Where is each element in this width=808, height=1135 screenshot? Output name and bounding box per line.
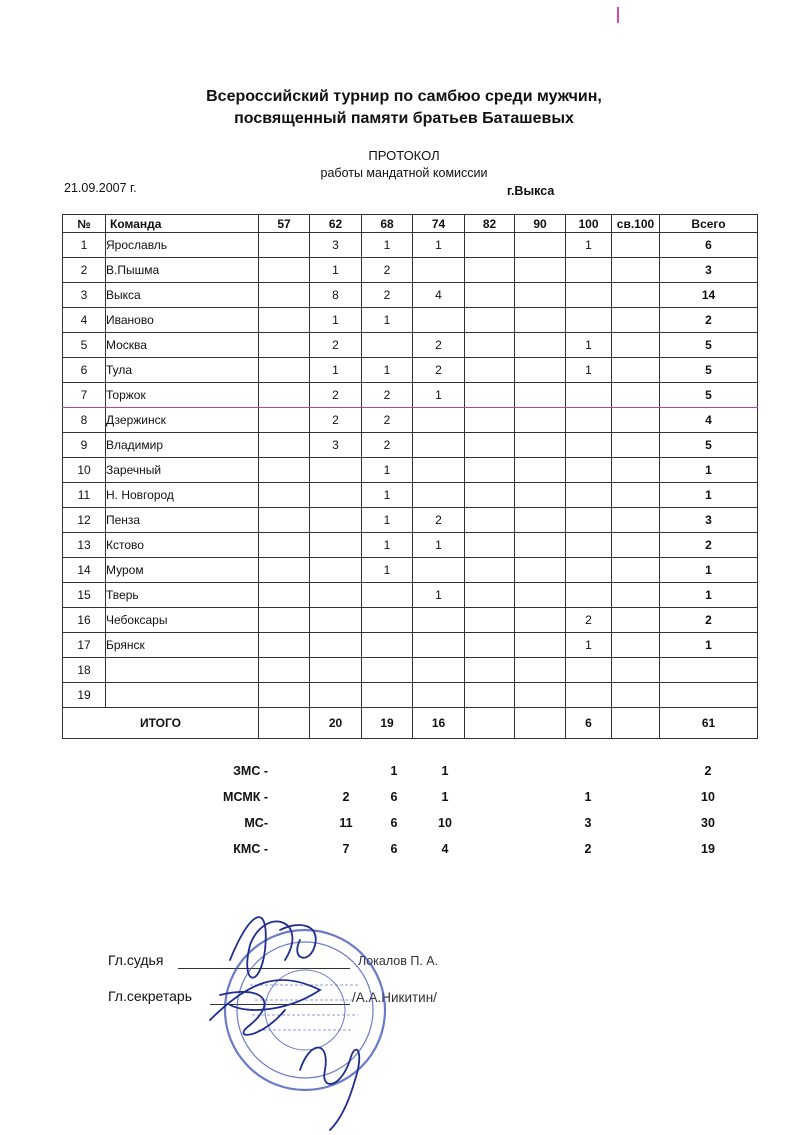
row-total: 1 [660, 558, 758, 583]
row-total [660, 658, 758, 683]
weight-count-c62: 8 [310, 283, 362, 308]
weight-count-c68: 2 [362, 383, 413, 408]
table-row [63, 408, 758, 433]
weight-count-c74 [413, 683, 465, 708]
rank-c100: 2 [584, 842, 592, 856]
team-name: Тверь [106, 583, 259, 608]
weight-count-c57 [259, 308, 310, 333]
results-table [62, 214, 758, 739]
weight-count-c82 [465, 533, 515, 558]
weight-count-c62: 1 [310, 358, 362, 383]
team-name: Заречный [106, 458, 259, 483]
weight-count-c62 [310, 558, 362, 583]
weight-count-c82 [465, 583, 515, 608]
weight-count-c74: 2 [413, 358, 465, 383]
weight-count-c100p [612, 233, 660, 258]
weight-count-c90 [515, 333, 566, 358]
doc-title-line2: посвященный памяти братьев Баташевых [234, 110, 574, 127]
team-name: Дзержинск [106, 408, 259, 433]
row-number: 12 [63, 508, 106, 533]
itogo-c74: 16 [413, 708, 465, 739]
weight-count-c100p [612, 558, 660, 583]
row-number: 16 [63, 608, 106, 633]
col-header-team: Команда [106, 215, 259, 233]
secretary-name: /А.А.Никитин/ [352, 990, 437, 1005]
itogo-total: 61 [660, 708, 758, 739]
weight-count-c68: 1 [362, 458, 413, 483]
weight-count-c100p [612, 433, 660, 458]
weight-count-c74: 1 [413, 533, 465, 558]
team-name [106, 683, 259, 708]
weight-count-c57 [259, 633, 310, 658]
rank-total: 10 [701, 790, 715, 804]
weight-count-c62: 3 [310, 233, 362, 258]
weight-count-c74 [413, 408, 465, 433]
itogo-c57 [259, 708, 310, 739]
judge-name: Локалов П. А. [358, 954, 439, 968]
weight-count-c62: 1 [310, 308, 362, 333]
weight-count-c100p [612, 683, 660, 708]
weight-count-c100p [612, 408, 660, 433]
itogo-c100p [612, 708, 660, 739]
team-name: Муром [106, 558, 259, 583]
team-name: Ярославль [106, 233, 259, 258]
row-number: 17 [63, 633, 106, 658]
weight-count-c62: 2 [310, 333, 362, 358]
weight-count-c74 [413, 558, 465, 583]
weight-count-c57 [259, 433, 310, 458]
row-total: 1 [660, 633, 758, 658]
weight-count-c90 [515, 683, 566, 708]
team-name: Москва [106, 333, 259, 358]
rank-c74: 10 [438, 816, 452, 830]
weight-count-c57 [259, 483, 310, 508]
judge-label: Гл.судья [108, 952, 164, 968]
weight-count-c100 [566, 308, 612, 333]
itogo-c100: 6 [566, 708, 612, 739]
weight-count-c68: 1 [362, 358, 413, 383]
weight-count-c82 [465, 683, 515, 708]
weight-count-c90 [515, 283, 566, 308]
weight-count-c57 [259, 233, 310, 258]
weight-count-c62 [310, 658, 362, 683]
weight-count-c82 [465, 508, 515, 533]
weight-count-c100p [612, 308, 660, 333]
row-number: 8 [63, 408, 106, 433]
weight-count-c68: 1 [362, 508, 413, 533]
table-row [63, 583, 758, 608]
commission-heading: работы мандатной комиссии [320, 166, 488, 180]
row-number: 18 [63, 658, 106, 683]
weight-count-c82 [465, 483, 515, 508]
weight-count-c90 [515, 483, 566, 508]
team-name: Пенза [106, 508, 259, 533]
row-total: 2 [660, 533, 758, 558]
table-row [63, 308, 758, 333]
table-row [63, 508, 758, 533]
table-row [63, 333, 758, 358]
weight-count-c100: 2 [566, 608, 612, 633]
weight-count-c90 [515, 408, 566, 433]
table-row [63, 383, 758, 408]
weight-count-c90 [515, 583, 566, 608]
weight-count-c100p [612, 608, 660, 633]
team-name [106, 658, 259, 683]
table-row [63, 283, 758, 308]
row-total: 5 [660, 383, 758, 408]
weight-count-c74 [413, 458, 465, 483]
weight-count-c100p [612, 508, 660, 533]
handwritten-signature [210, 917, 359, 1130]
weight-count-c57 [259, 458, 310, 483]
weight-count-c100p [612, 583, 660, 608]
weight-count-c57 [259, 658, 310, 683]
weight-count-c62 [310, 458, 362, 483]
rank-c68: 6 [390, 816, 398, 830]
weight-count-c62 [310, 508, 362, 533]
weight-count-c74: 2 [413, 333, 465, 358]
team-name: Тула [106, 358, 259, 383]
weight-count-c82 [465, 608, 515, 633]
weight-count-c74: 1 [413, 383, 465, 408]
weight-count-c62 [310, 608, 362, 633]
row-number: 5 [63, 333, 106, 358]
row-total: 5 [660, 333, 758, 358]
rank-c62: 11 [339, 816, 353, 830]
weight-count-c100p [612, 483, 660, 508]
row-total: 3 [660, 508, 758, 533]
weight-count-c68: 1 [362, 533, 413, 558]
team-name: Брянск [106, 633, 259, 658]
rank-total: 2 [704, 764, 712, 778]
team-name: Выкса [106, 283, 259, 308]
row-number: 15 [63, 583, 106, 608]
row-total: 6 [660, 233, 758, 258]
weight-count-c68 [362, 583, 413, 608]
doc-date: 21.09.2007 г. [64, 181, 137, 195]
row-total: 1 [660, 483, 758, 508]
weight-count-c100 [566, 558, 612, 583]
rank-total: 19 [701, 842, 715, 856]
col-header-100: 100 [566, 215, 612, 233]
weight-count-c74 [413, 308, 465, 333]
weight-count-c57 [259, 358, 310, 383]
team-name: Торжок [106, 383, 259, 408]
weight-count-c100 [566, 458, 612, 483]
weight-count-c90 [515, 658, 566, 683]
weight-count-c62 [310, 533, 362, 558]
rank-c100: 3 [584, 816, 592, 830]
stamp-and-signature [190, 890, 450, 1135]
itogo-c82 [465, 708, 515, 739]
col-header-62: 62 [310, 215, 362, 233]
secretary-label: Гл.секретарь [108, 988, 192, 1004]
rank-row [0, 816, 808, 836]
weight-count-c68: 1 [362, 308, 413, 333]
weight-count-c100 [566, 658, 612, 683]
weight-count-c68: 2 [362, 283, 413, 308]
table-row [63, 233, 758, 258]
weight-count-c100 [566, 258, 612, 283]
team-name: Кстово [106, 533, 259, 558]
weight-count-c100p [612, 383, 660, 408]
weight-count-c100p [612, 458, 660, 483]
team-name: Владимир [106, 433, 259, 458]
weight-count-c57 [259, 583, 310, 608]
weight-count-c74 [413, 483, 465, 508]
row-number: 7 [63, 383, 106, 408]
itogo-c68: 19 [362, 708, 413, 739]
weight-count-c90 [515, 383, 566, 408]
rank-c74: 1 [441, 764, 449, 778]
weight-count-c57 [259, 508, 310, 533]
weight-count-c62: 2 [310, 408, 362, 433]
weight-count-c82 [465, 308, 515, 333]
row-number: 9 [63, 433, 106, 458]
doc-title-line1: Всероссийский турнир по самбюо среди мужчин, [206, 88, 602, 105]
weight-count-c100 [566, 508, 612, 533]
table-row [63, 483, 758, 508]
weight-count-c57 [259, 533, 310, 558]
row-number: 3 [63, 283, 106, 308]
weight-count-c82 [465, 358, 515, 383]
weight-count-c68: 2 [362, 433, 413, 458]
weight-count-c74 [413, 608, 465, 633]
team-name: Иваново [106, 308, 259, 333]
weight-count-c74 [413, 658, 465, 683]
weight-count-c100 [566, 683, 612, 708]
rank-c62: 7 [342, 842, 350, 856]
weight-count-c74: 1 [413, 233, 465, 258]
weight-count-c68: 1 [362, 233, 413, 258]
row-total [660, 683, 758, 708]
row-total: 4 [660, 408, 758, 433]
row-total: 2 [660, 608, 758, 633]
weight-count-c100p [612, 533, 660, 558]
row-total: 1 [660, 583, 758, 608]
weight-count-c57 [259, 683, 310, 708]
col-header-82: 82 [465, 215, 515, 233]
row-total: 2 [660, 308, 758, 333]
table-row [63, 558, 758, 583]
weight-count-c90 [515, 233, 566, 258]
row-total: 14 [660, 283, 758, 308]
weight-count-c100p [612, 283, 660, 308]
rank-c68: 6 [390, 842, 398, 856]
table-row [63, 608, 758, 633]
weight-count-c90 [515, 358, 566, 383]
weight-count-c62: 3 [310, 433, 362, 458]
row-number: 13 [63, 533, 106, 558]
weight-count-c82 [465, 383, 515, 408]
weight-count-c82 [465, 658, 515, 683]
weight-count-c68 [362, 633, 413, 658]
weight-count-c100p [612, 633, 660, 658]
weight-count-c100 [566, 583, 612, 608]
weight-count-c90 [515, 308, 566, 333]
weight-count-c100p [612, 358, 660, 383]
row-number: 11 [63, 483, 106, 508]
rank-row [0, 790, 808, 810]
weight-count-c100: 1 [566, 233, 612, 258]
rank-label: КМС - [233, 842, 268, 856]
weight-count-c82 [465, 258, 515, 283]
weight-count-c68: 1 [362, 483, 413, 508]
weight-count-c100p [612, 258, 660, 283]
col-header-number: № [63, 215, 106, 233]
row-number: 6 [63, 358, 106, 383]
table-body [63, 233, 758, 739]
weight-count-c68 [362, 683, 413, 708]
weight-count-c68: 2 [362, 258, 413, 283]
rank-c62: 2 [342, 790, 350, 804]
row-total: 1 [660, 458, 758, 483]
weight-count-c100 [566, 483, 612, 508]
table-row [63, 633, 758, 658]
weight-count-c90 [515, 508, 566, 533]
rank-label: ЗМС - [233, 764, 268, 778]
weight-count-c82 [465, 458, 515, 483]
weight-count-c90 [515, 633, 566, 658]
row-total: 5 [660, 433, 758, 458]
col-header-90: 90 [515, 215, 566, 233]
rank-row [0, 842, 808, 862]
weight-count-c90 [515, 433, 566, 458]
weight-count-c90 [515, 558, 566, 583]
weight-count-c62 [310, 633, 362, 658]
row-number: 2 [63, 258, 106, 283]
team-name: Н. Новгород [106, 483, 259, 508]
rank-c74: 4 [441, 842, 449, 856]
table-row [63, 433, 758, 458]
weight-count-c57 [259, 258, 310, 283]
weight-count-c62: 2 [310, 383, 362, 408]
weight-count-c82 [465, 283, 515, 308]
weight-count-c57 [259, 283, 310, 308]
weight-count-c100 [566, 433, 612, 458]
weight-count-c57 [259, 383, 310, 408]
team-name: Чебоксары [106, 608, 259, 633]
doc-city: г.Выкса [507, 184, 555, 198]
table-row [63, 658, 758, 683]
weight-count-c74 [413, 633, 465, 658]
weight-count-c74: 1 [413, 583, 465, 608]
row-number: 10 [63, 458, 106, 483]
weight-count-c57 [259, 608, 310, 633]
weight-count-c100 [566, 533, 612, 558]
col-header-total: Всего [660, 215, 758, 233]
weight-count-c68 [362, 608, 413, 633]
rank-row [0, 764, 808, 784]
row-number: 4 [63, 308, 106, 333]
itogo-label: ИТОГО [63, 708, 259, 739]
rank-c74: 1 [441, 790, 449, 804]
weight-count-c100: 1 [566, 633, 612, 658]
col-header-74: 74 [413, 215, 465, 233]
table-row [63, 358, 758, 383]
table-row [63, 533, 758, 558]
protocol-heading: ПРОТОКОЛ [368, 148, 440, 163]
rank-c100: 1 [584, 790, 592, 804]
weight-count-c62 [310, 483, 362, 508]
row-number: 14 [63, 558, 106, 583]
col-header-57: 57 [259, 215, 310, 233]
rank-total: 30 [701, 816, 715, 830]
weight-count-c74 [413, 258, 465, 283]
table-row [63, 458, 758, 483]
weight-count-c100: 1 [566, 358, 612, 383]
weight-count-c100 [566, 283, 612, 308]
weight-count-c57 [259, 408, 310, 433]
weight-count-c62 [310, 583, 362, 608]
itogo-c62: 20 [310, 708, 362, 739]
weight-count-c62 [310, 683, 362, 708]
rank-label: МСМК - [223, 790, 268, 804]
weight-count-c68: 2 [362, 408, 413, 433]
weight-count-c68 [362, 333, 413, 358]
weight-count-c90 [515, 533, 566, 558]
weight-count-c74: 4 [413, 283, 465, 308]
row-number: 19 [63, 683, 106, 708]
col-header-over100: св.100 [612, 215, 660, 233]
weight-count-c82 [465, 633, 515, 658]
itogo-c90 [515, 708, 566, 739]
table-header-row [63, 215, 758, 233]
weight-count-c90 [515, 258, 566, 283]
weight-count-c82 [465, 333, 515, 358]
weight-count-c68: 1 [362, 558, 413, 583]
row-number: 1 [63, 233, 106, 258]
weight-count-c74 [413, 433, 465, 458]
table-row [63, 258, 758, 283]
rank-c68: 6 [390, 790, 398, 804]
weight-count-c82 [465, 558, 515, 583]
weight-count-c100p [612, 658, 660, 683]
table-row [63, 683, 758, 708]
rank-label: МС- [244, 816, 268, 830]
weight-count-c74: 2 [413, 508, 465, 533]
row-total: 5 [660, 358, 758, 383]
weight-count-c68 [362, 658, 413, 683]
row-total: 3 [660, 258, 758, 283]
weight-count-c100p [612, 333, 660, 358]
weight-count-c90 [515, 608, 566, 633]
weight-count-c62: 1 [310, 258, 362, 283]
team-name: В.Пышма [106, 258, 259, 283]
weight-count-c82 [465, 433, 515, 458]
margin-marker [617, 7, 619, 23]
rank-c68: 1 [390, 764, 398, 778]
col-header-68: 68 [362, 215, 413, 233]
weight-count-c100 [566, 408, 612, 433]
weight-count-c82 [465, 233, 515, 258]
weight-count-c57 [259, 558, 310, 583]
weight-count-c100: 1 [566, 333, 612, 358]
weight-count-c90 [515, 458, 566, 483]
weight-count-c100 [566, 383, 612, 408]
itogo-row [63, 708, 758, 739]
weight-count-c82 [465, 408, 515, 433]
weight-count-c57 [259, 333, 310, 358]
